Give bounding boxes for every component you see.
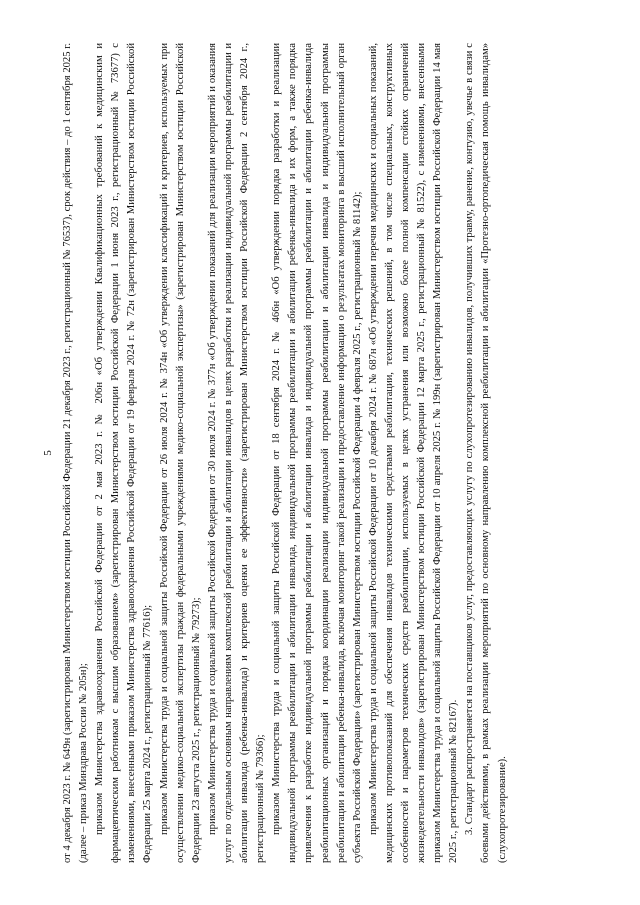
- paragraph-order-206n: приказом Министерства здравоохранения Российской Федерации от 2 мая 2023 г. № 206н «Об утверждении Квалификационных требований к медицинским и фармацевтическим работникам с высшим образованием» (зарегистрирован Министерством юстиции Российской Федерации 1 июня 2023 г., регистрационный № 73677) с изменениями, внесенными приказом Министерства здравоохранения Российской Федерации от 19 февраля 2024 г. № 72н (зарегистрирован Министерством юстиции Российской Федерации 25 марта 2024 г., регистрационный № 77616);: [94, 43, 154, 863]
- rotated-page-content: [42, 43, 580, 863]
- page-number: 5: [42, 450, 54, 456]
- paragraph-order-377n: приказом Министерства труда и социальной защиты Российской Федерации от 30 июля 2024 г. № 377н «Об утверждении показаний для реализации мероприятий и оказания услуг по отдельным основным направлениям комплексной реабилитации и абилитации инвалидов в целях разработки и реализации индивидуальной программы реабилитации и абилитации инвалида (ребенка-инвалида) и критериев оценки ее эффективности» (зарегистрирован Министерством юстиции Российской Федерации 2 сентября 2024 г., регистрационный № 79366);: [206, 43, 267, 863]
- paragraph-order-687n: приказом Министерства труда и социальной защиты Российской Федерации от 10 декабря 2024 г. № 687н «Об утверждении перечня медицинских и социальных показаний, медицинских противопоказаний для обеспечения инвалидов техническими средствами реабилитации, технических решений, в том числе специальных, конструктивных особенностей и параметров технических средств реабилитации, используемых в целях устранения или возможно более полной компенсации стойких ограничений жизнедеятельности инвалидов» (зарегистрирован Министерством юстиции Российской Федерации 12 марта 2025 г., регистрационный № 81522), с изменениями, внесенными приказом Министерства труда и социальной защиты Российской Федерации от 10 апреля 2025 г. № 199н (зарегистрирован Министерством юстиции Российской Федерации 14 мая 2025 г., регистрационный № 82167).: [367, 43, 460, 863]
- paragraph-order-466n: приказом Министерства труда и социальной защиты Российской Федерации от 18 сентября 2024 г. № 466н «Об утверждении порядка разработки и реализации индивидуальной программы реабилитации и абилитации инвалида, индивидуальной программы реабилитации и абилитации ребенка-инвалида и их форм, а также порядка привлечения к разработке индивидуальной программы реабилитации и абилитации инвалида и индивидуальной программы реабилитации и абилитации ребенка-инвалида реабилитационных организаций и порядка координации реализации индивидуальной программы реабилитации и абилитации инвалида и индивидуальной программы реабилитации и абилитации ребенка-инвалида, включая мониторинг такой реализации и предоставление информации о результатах мониторинга в высший исполнительный орган субъекта Российской Федерации» (зарегистрирован Министерством юстиции Российской Федерации 4 февраля 2025 г., регистрационный № 81142);: [271, 43, 363, 863]
- paragraph-order-374n: приказом Министерства труда и социальной защиты Российской Федерации от 26 июля 2024 г. № 374н «Об утверждении классификаций и критериев, используемых при осуществлении медико-социальной экспертизы граждан федеральными учреждениями медико-социальной экспертизы» (зарегистрирован Министерством юстиции Российской Федерации 23 августа 2025 г., регистрационный № 79273);: [158, 43, 202, 863]
- paragraph-scope-3: 3. Стандарт распространяется на поставщиков услуг, предоставляющих услугу по слухопротезированию инвалидов, получивших травму, ранение, контузию, увечье в связи с боевыми действиями, в рамках реализации мероприятий по основному направлению комплексной реабилитации и абилитации «Протезно-ортопедическая помощь инвалидам» (слухопротезирование).: [464, 43, 508, 863]
- paragraph-continuation: от 4 декабря 2023 г. № 649н (зарегистрирован Министерством юстиции Российской Федерации 21 декабря 2023 г., регистрационный № 76537), срок действия – до 1 сентября 2025 г. (далее – приказ Минздрава России № 205н);: [62, 43, 90, 863]
